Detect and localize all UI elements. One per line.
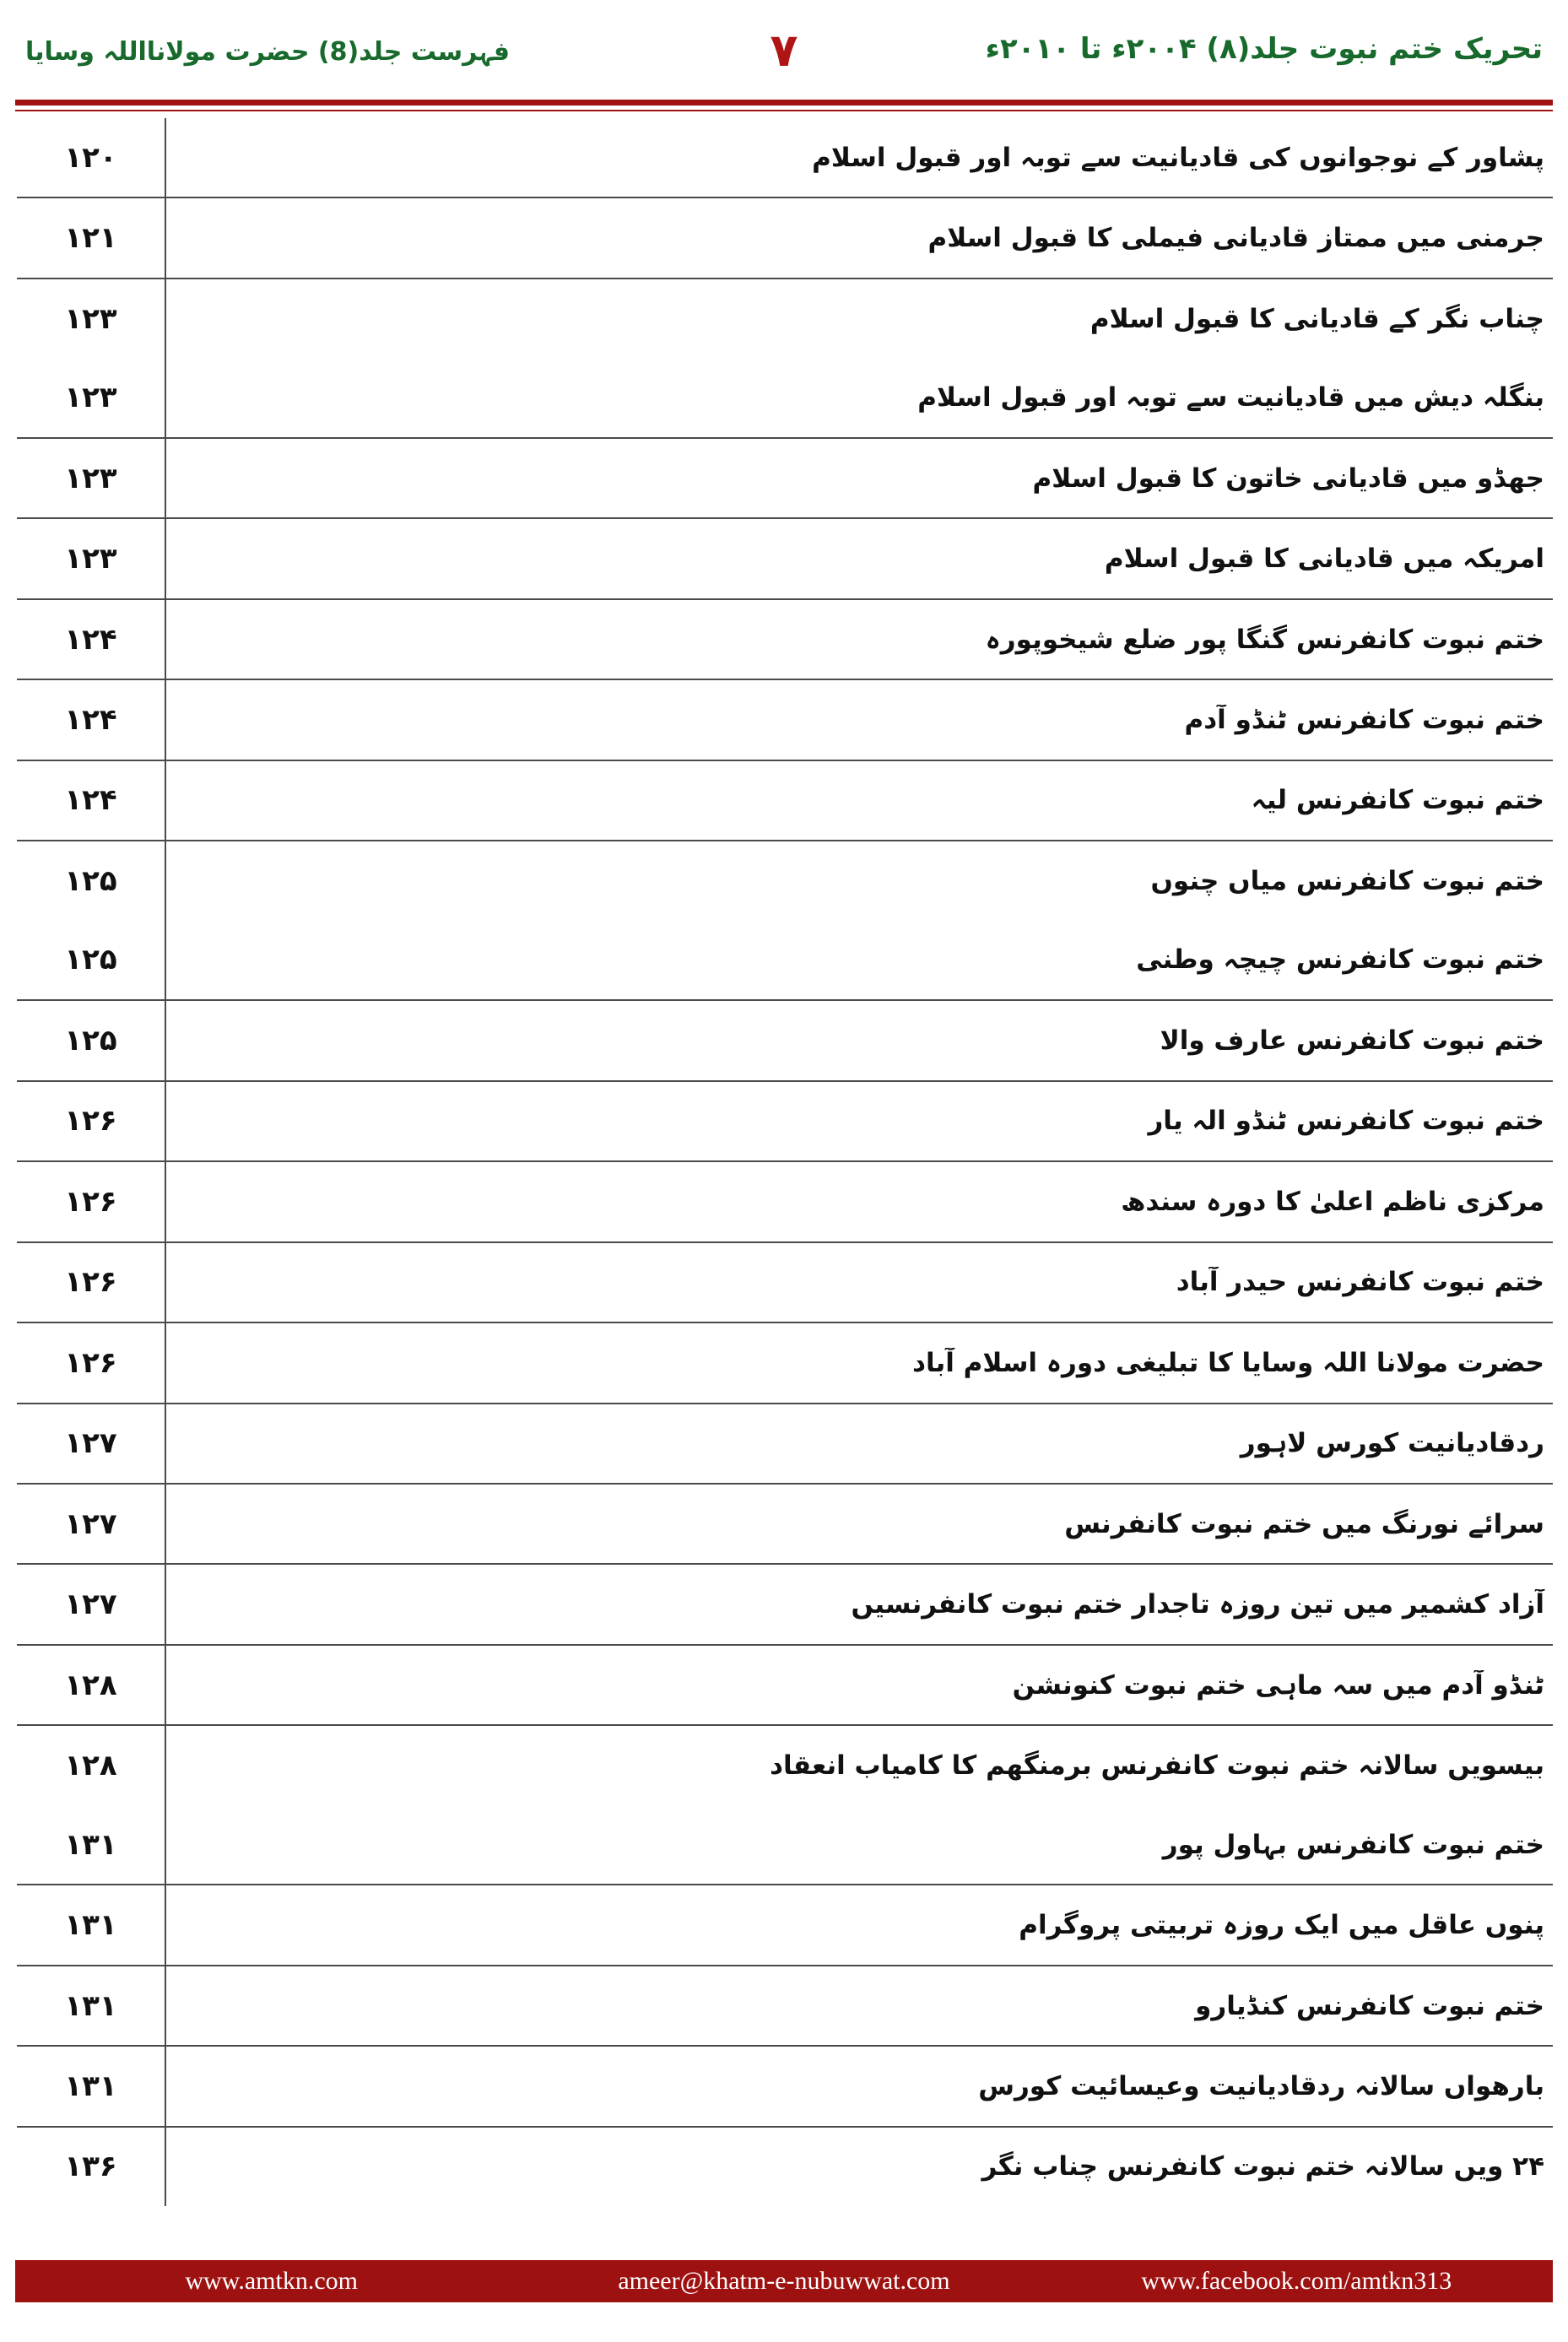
toc-page-number: ۱۲۳: [64, 301, 117, 336]
toc-page-number: ۱۲۳: [64, 381, 117, 415]
toc-row: [17, 278, 1553, 358]
toc-row: [17, 1884, 1553, 1964]
toc-row: [17, 1483, 1553, 1563]
toc-entry-title: ختم نبوت کانفرنس کنڈیارو: [1195, 1990, 1544, 2021]
toc-page-number: ۱۲۰: [64, 140, 117, 175]
book-title: تحریک ختم نبوت جلد(۸) ۲۰۰۴ء تا ۲۰۱۰ء: [985, 32, 1543, 66]
toc-row: [17, 1724, 1553, 1804]
toc-page-number: ۱۲۳: [64, 542, 117, 576]
toc-page-number: ۱۲۷: [64, 1587, 117, 1622]
page-number: ۷: [770, 24, 798, 77]
toc-page-number: ۱۲۸: [64, 1668, 117, 1702]
toc-row: [17, 840, 1553, 920]
table-of-contents: [17, 118, 1553, 2206]
toc-row: [17, 598, 1553, 679]
email-link[interactable]: ameer@khatm-e-nubuwwat.com: [618, 2267, 950, 2295]
toc-page-number: ۱۲۱: [64, 221, 117, 256]
toc-page-number: ۱۲۷: [64, 1506, 117, 1541]
toc-page-number: ۱۳۶: [64, 2150, 117, 2184]
toc-entry-title: ختم نبوت کانفرنس عارف والا: [1160, 1025, 1544, 1056]
toc-entry-title: ۲۴ ویں سالانہ ختم نبوت کانفرنس چناب نگر: [981, 2151, 1544, 2182]
toc-page-number: ۱۲۶: [64, 1345, 117, 1380]
toc-row: [17, 1644, 1553, 1724]
page-header: [0, 0, 1568, 110]
toc-row: [17, 679, 1553, 759]
toc-row: [17, 1805, 1553, 1884]
toc-row: [17, 1160, 1553, 1241]
toc-page-number: ۱۲۳: [64, 461, 117, 495]
toc-entry-title: ختم نبوت کانفرنس ٹنڈو الہ یار: [1148, 1106, 1544, 1137]
toc-row: [17, 517, 1553, 598]
toc-row: [17, 1080, 1553, 1160]
toc-row: [17, 437, 1553, 517]
toc-row: [17, 2126, 1553, 2206]
website-link[interactable]: www.amtkn.com: [185, 2267, 358, 2295]
toc-row: [17, 1563, 1553, 1643]
facebook-link[interactable]: www.facebook.com/amtkn313: [1141, 2267, 1452, 2295]
toc-entry-title: ختم نبوت کانفرنس ٹنڈو آدم: [1184, 705, 1544, 736]
toc-entry-title: ردقادیانیت کورس لاہور: [1240, 1428, 1544, 1459]
toc-entry-title: ختم نبوت کانفرنس چیچہ وطنی: [1136, 944, 1544, 976]
header-rule-thick: [15, 100, 1553, 105]
toc-page-number: ۱۳۱: [64, 2069, 117, 2103]
toc-entry-title: بنگلہ دیش میں قادیانیت سے توبہ اور قبول اسلام: [917, 382, 1544, 414]
toc-entry-title: بارھواں سالانہ ردقادیانیت وعیسائیت کورس: [978, 2070, 1544, 2101]
toc-page-number: ۱۲۶: [64, 1184, 117, 1219]
toc-row: [17, 760, 1553, 840]
toc-page-number: ۱۳۱: [64, 1827, 117, 1862]
toc-page-number: ۱۲۶: [64, 1265, 117, 1300]
toc-entry-title: پنوں عاقل میں ایک روزہ تربیتی پروگرام: [1019, 1910, 1544, 1941]
toc-entry-title: امریکہ میں قادیانی کا قبول اسلام: [1104, 544, 1544, 575]
toc-entry-title: ختم نبوت کانفرنس گنگا پور ضلع شیخوپورہ: [985, 624, 1544, 655]
toc-entry-title: چناب نگر کے قادیانی کا قبول اسلام: [1089, 303, 1544, 334]
toc-page-number: ۱۳۱: [64, 1908, 117, 1943]
toc-row: [17, 2045, 1553, 2125]
header-rule-thin: [15, 110, 1553, 111]
toc-row: [17, 1965, 1553, 2045]
toc-entry-title: ٹنڈو آدم میں سہ ماہی ختم نبوت کنونشن: [1012, 1669, 1544, 1701]
toc-entry-title: ختم نبوت کانفرنس لیہ: [1251, 785, 1544, 816]
toc-row: [17, 1322, 1553, 1402]
toc-page-number: ۱۲۴: [64, 622, 117, 657]
toc-entry-title: حضرت مولانا اللہ وسایا کا تبلیغی دورہ اسلام آباد: [912, 1347, 1544, 1378]
toc-row: [17, 1403, 1553, 1483]
toc-row: [17, 1241, 1553, 1322]
toc-entry-title: ختم نبوت کانفرنس بہاول پور: [1162, 1829, 1544, 1860]
toc-page-number: ۱۲۵: [64, 863, 117, 898]
index-title: فہرست جلد(8) حضرت مولانااللہ وسایا: [25, 37, 510, 67]
toc-entry-title: سرائے نورنگ میں ختم نبوت کانفرنس: [1064, 1508, 1544, 1539]
toc-entry-title: مرکزی ناظم اعلیٰ کا دورہ سندھ: [1121, 1186, 1544, 1217]
toc-entry-title: پشاور کے نوجوانوں کی قادیانیت سے توبہ اور قبول اسلام: [812, 142, 1544, 173]
toc-entry-title: جھڈو میں قادیانی خاتون کا قبول اسلام: [1032, 462, 1544, 494]
toc-row: [17, 118, 1553, 197]
toc-row: [17, 197, 1553, 277]
toc-entry-title: ختم نبوت کانفرنس حیدر آباد: [1176, 1267, 1544, 1298]
toc-page-number: ۱۲۴: [64, 783, 117, 818]
toc-page-number: ۱۲۴: [64, 703, 117, 738]
page-footer: [15, 2260, 1553, 2302]
toc-row: [17, 358, 1553, 436]
toc-page-number: ۱۲۷: [64, 1426, 117, 1461]
toc-page-number: ۱۲۵: [64, 1023, 117, 1057]
toc-page-number: ۱۲۶: [64, 1104, 117, 1139]
toc-row: [17, 921, 1553, 999]
toc-page-number: ۱۲۵: [64, 943, 117, 977]
toc-page-number: ۱۲۸: [64, 1749, 117, 1783]
toc-entry-title: آزاد کشمیر میں تین روزہ تاجدار ختم نبوت کانفرنسیں: [851, 1589, 1544, 1620]
toc-row: [17, 999, 1553, 1079]
toc-page-number: ۱۳۱: [64, 1988, 117, 2023]
toc-entry-title: جرمنی میں ممتاز قادیانی فیملی کا قبول اسلام: [927, 223, 1544, 254]
toc-entry-title: بیسویں سالانہ ختم نبوت کانفرنس برمنگھم کا کامیاب انعقاد: [770, 1750, 1544, 1782]
toc-entry-title: ختم نبوت کانفرنس میاں چنوں: [1150, 865, 1544, 896]
